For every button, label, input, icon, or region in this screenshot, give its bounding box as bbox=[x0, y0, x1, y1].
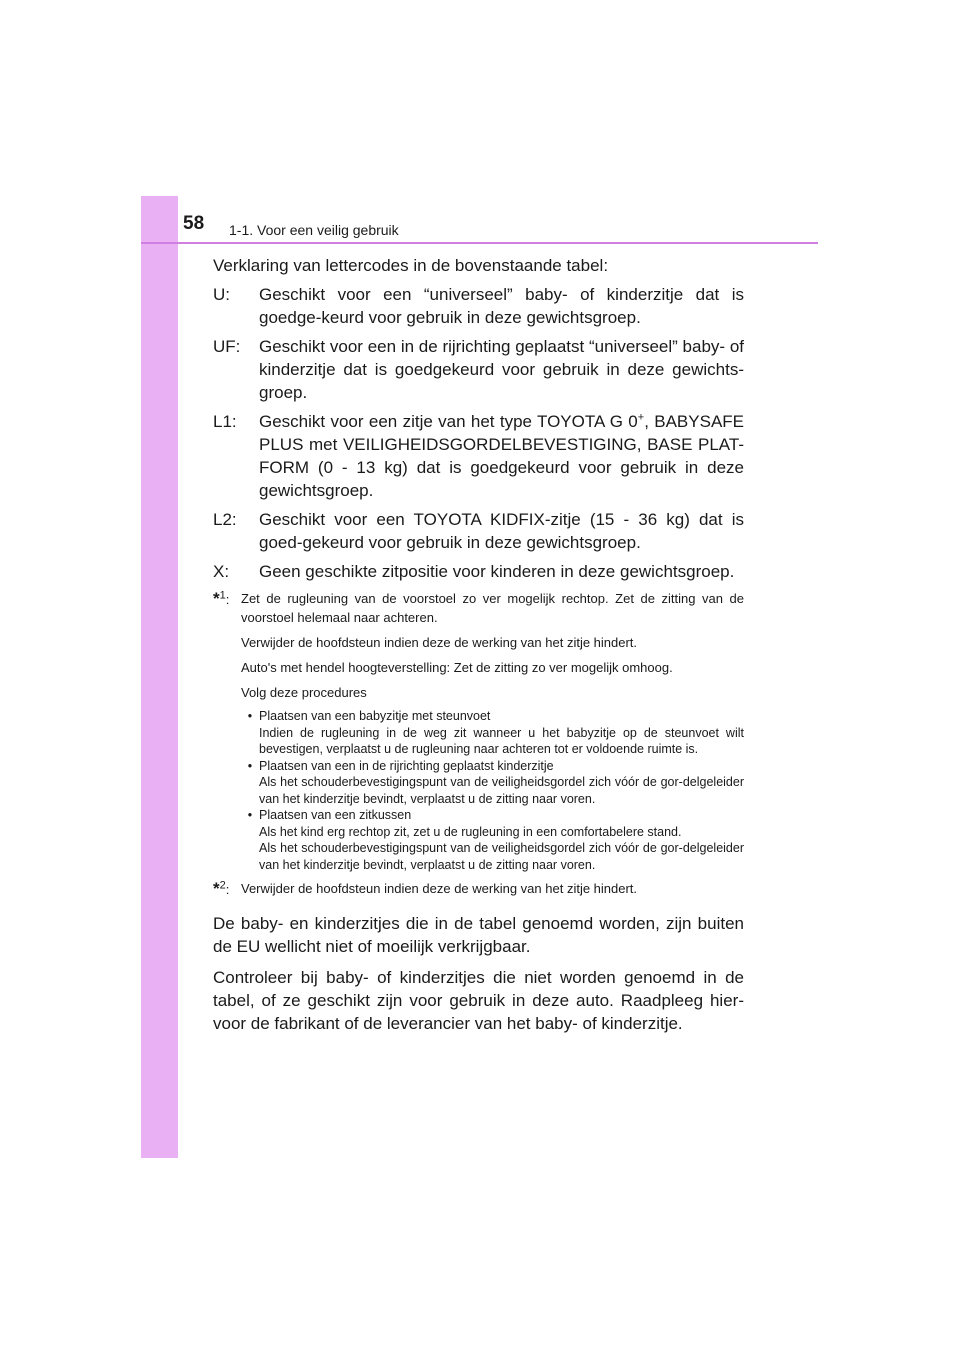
bullet-icon: • bbox=[247, 709, 253, 723]
list-item-title: Plaatsen van een babyzitje met steunvoet bbox=[259, 709, 491, 723]
page-number: 58 bbox=[183, 213, 205, 234]
bullet-icon: • bbox=[247, 808, 253, 822]
definition-code: X: bbox=[213, 562, 230, 581]
definition-text: Geen geschikte zitpositie voor kinderen in deze gewichtsgroep. bbox=[259, 562, 735, 581]
procedure-list bbox=[241, 708, 744, 873]
footnote-paragraph: Verwijder de hoofdsteun indien deze de werking van het zitje hindert. bbox=[241, 881, 638, 896]
intro-text: Verklaring van lettercodes in de bovenstaande tabel: bbox=[213, 256, 609, 275]
closing-paragraph: Controleer bij baby- of kinderzitjes die niet worden genoemd in de tabel, of ze geschikt zijn voor gebruik in deze auto. Raadpleeg hier-voor de fabrikant of de leverancier van het baby- of kinderzitje. bbox=[213, 968, 744, 1033]
closing-paragraph: De baby- en kinderzitjes die in de tabel genoemd worden, zijn buiten de EU wellicht niet of moeilijk verkrijgbaar. bbox=[213, 914, 744, 956]
definition-text: Geschikt voor een in de rijrichting geplaatst “universeel” baby- of kinderzitje dat is goedgekeurd voor gebruik in deze gewichts-groep. bbox=[259, 337, 744, 402]
definition-code: UF: bbox=[213, 337, 241, 356]
footnote-number: 2 bbox=[219, 879, 226, 892]
section-title: 1-1. Voor een veilig gebruik bbox=[229, 222, 399, 238]
header-divider bbox=[141, 242, 818, 244]
footnote-paragraph: Zet de rugleuning van de voorstoel zo ver mogelijk rechtop. Zet de zitting van de voorstoel helemaal naar achteren. bbox=[241, 591, 744, 625]
plus-superscript: + bbox=[637, 411, 645, 424]
definition-x bbox=[213, 560, 744, 583]
footnote-paragraph: Auto's met hendel hoogteverstelling: Zet de zitting zo ver mogelijk omhoog. bbox=[241, 660, 673, 675]
footnote-body bbox=[241, 589, 744, 873]
definition-code: L1: bbox=[213, 412, 237, 431]
asterisk-icon: * bbox=[213, 589, 220, 608]
footnote-1 bbox=[213, 589, 744, 873]
page-content bbox=[213, 254, 744, 1035]
definition-text: Geschikt voor een TOYOTA KIDFIX-zitje (15 - 36 kg) dat is goed-gekeurd voor gebruik in deze gewichtsgroep. bbox=[259, 510, 744, 552]
definition-l1 bbox=[213, 410, 744, 502]
list-item-title: Plaatsen van een in de rijrichting geplaatst kinderzitje bbox=[259, 758, 554, 773]
definition-text-end: , BABYSAFE PLUS met VEILIGHEIDSGORDELBEVESTIGING, BASE PLAT-FORM (0 - 13 kg) dat is goedgekeurd voor gebruik in deze gewichtsgroep. bbox=[259, 412, 745, 500]
list-item-line: Als het kind erg rechtop zit, zet u de rugleuning in een comfortabelere stand. bbox=[259, 824, 682, 839]
footnote-colon: : bbox=[225, 592, 230, 607]
footnote-marker bbox=[213, 879, 241, 904]
footnote-number: 1 bbox=[219, 589, 226, 602]
footnote-paragraph: Volg deze procedures bbox=[241, 685, 367, 700]
list-item-title: Plaatsen van een zitkussen bbox=[259, 808, 412, 822]
definition-u bbox=[213, 283, 744, 329]
list-item-line: Als het schouderbevestigingspunt van de veiligheidsgordel zich vóór de gor-delgeleider van het kinderzitje bevindt, verplaatst u de zitting naar voren. bbox=[259, 775, 744, 806]
definition-code: L2: bbox=[213, 510, 237, 529]
footnote-paragraph: Verwijder de hoofdsteun indien deze de werking van het zitje hindert. bbox=[241, 635, 638, 650]
definition-text-start: Geschikt voor een zitje van het type TOYOTA G 0 bbox=[259, 412, 638, 431]
definition-uf bbox=[213, 335, 744, 404]
sidebar-color-band bbox=[141, 196, 178, 1158]
list-item bbox=[241, 758, 744, 808]
asterisk-icon: * bbox=[213, 879, 220, 898]
footnote-marker bbox=[213, 589, 241, 873]
list-item-line: Indien de rugleuning in de weg zit wanneer u het babyzitje op de steunvoet wilt bevestigen, verplaatst u de rugleuning naar achteren tot er voldoende ruimte is. bbox=[259, 725, 744, 756]
definition-l2 bbox=[213, 508, 744, 554]
bullet-icon: • bbox=[247, 758, 253, 773]
footnote-body bbox=[241, 879, 744, 904]
definition-code: U: bbox=[213, 285, 230, 304]
list-item-line: Als het schouderbevestigingspunt van de veiligheidsgordel zich vóór de gor-delgeleider van het kinderzitje bevindt, verplaatst u de zitting naar voren. bbox=[259, 841, 744, 872]
list-item bbox=[241, 807, 744, 873]
definition-text: Geschikt voor een “universeel” baby- of kinderzitje dat is goedge-keurd voor gebruik in deze gewichtsgroep. bbox=[259, 285, 744, 327]
footnote-colon: : bbox=[225, 882, 230, 897]
definition-text bbox=[259, 410, 744, 502]
footnote-2 bbox=[213, 879, 744, 904]
list-item bbox=[241, 708, 744, 758]
